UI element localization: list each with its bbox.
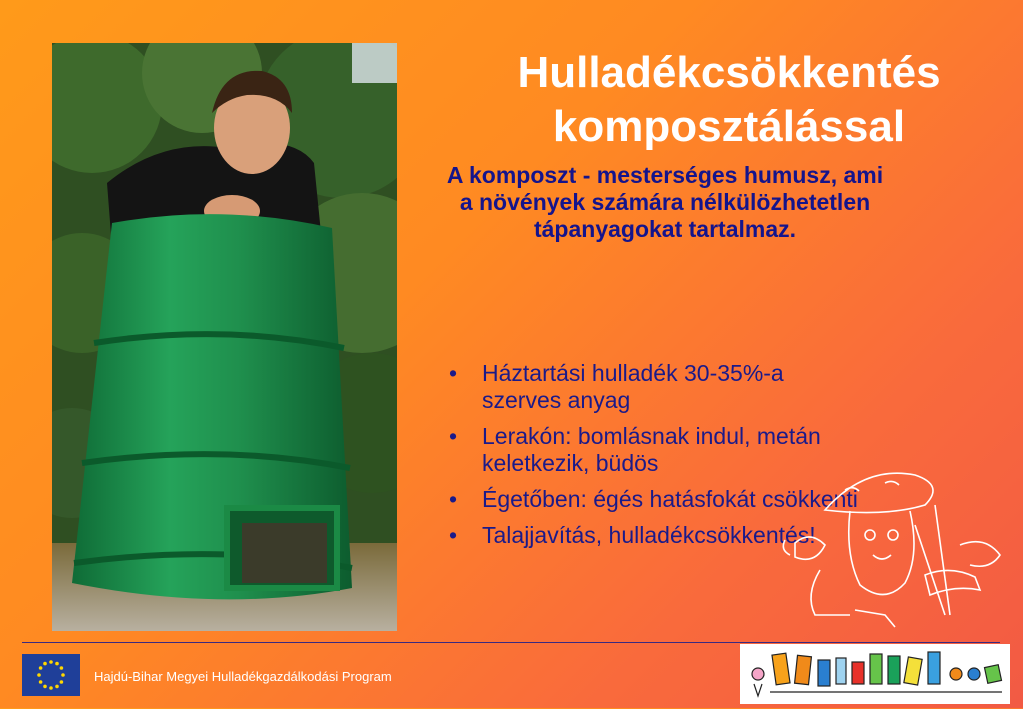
bullet-text: Égetőben: égés hatásfokát csökkenti [482,486,858,512]
intro-paragraph [440,162,890,243]
mushroom-character-drawing-icon [775,465,1005,633]
intro-separator: - [576,162,597,188]
title-line-1: Hulladékcsökkentés [517,48,941,97]
footer-divider [22,642,1000,643]
title-line-2: komposztálással [552,102,906,151]
footer-program-name: Hajdú-Bihar Megyei Hulladékgazdálkodási Program [94,669,392,684]
person-on-compost-bin-photo [52,43,397,631]
bullet-text: Lerakón: bomlásnak indul, metán keletkezik, büdös [482,423,821,476]
compost-bin-photo [52,43,397,631]
bullet-text: Háztartási hulladék 30-35%-a szerves anyag [482,360,784,413]
bullet-text: Talajjavítás, hulladékcsökkentés! [482,522,816,548]
intro-definition: mesterséges humusz, ami a növények számára nélkülözhetetlen tápanyagokat tartalmaz. [459,162,884,242]
intro-term: A komposzt [446,162,577,188]
bullet-marker: • [449,522,458,548]
list-item [447,360,867,414]
eu-flag-icon [22,654,80,696]
bullet-marker: • [449,486,458,512]
bullet-marker: • [449,360,458,386]
recycling-figures-logo-icon [740,644,1010,704]
slide-title [440,46,1018,154]
bullet-marker: • [449,423,458,449]
